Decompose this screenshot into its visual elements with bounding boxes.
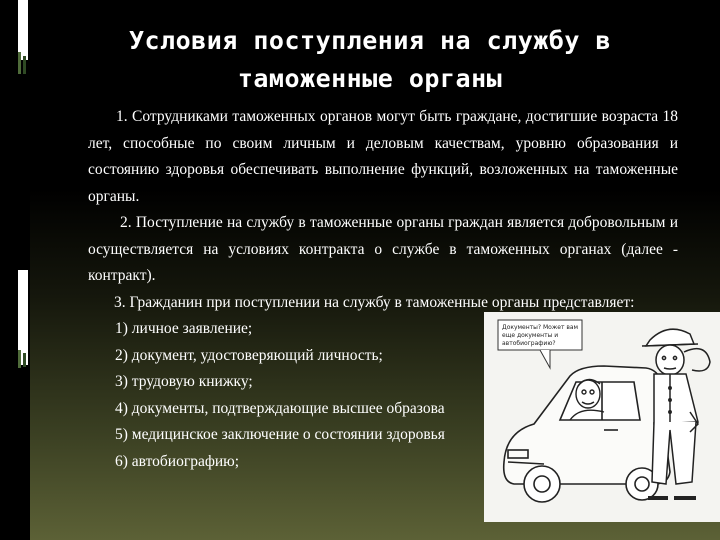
paragraph-3: 3. Гражданин при поступлении на службу в таможенные органы представляет: — [114, 293, 635, 311]
list-item-2: 2) документ, удостоверяющий личность; — [115, 346, 383, 364]
list-item-3: 3) трудовую книжку; — [115, 373, 253, 390]
list-item-4: 4) документы, подтверждающие высшее образова — [115, 399, 445, 417]
list-item-5: 5) медицинское заключение о состоянии здоровья — [115, 426, 445, 443]
cartoon-drawing — [484, 312, 720, 522]
accent-bar-small-3 — [18, 350, 21, 368]
accent-bar-top — [18, 0, 28, 60]
paragraph-1: 1. Сотрудниками таможенных органов могут быть граждане, достигшие возраста 18 лет, способные по своим личным и деловым качествам, уровню образования и состоянию здоровья обеспечивать выполнение функций, возложенных на таможенные органы. — [88, 108, 678, 205]
cartoon-illustration — [484, 312, 720, 522]
accent-bar-small-2 — [23, 56, 26, 74]
bubble-line-2: еще документы и — [502, 332, 559, 339]
list-item-6: 6) автобиографию; — [115, 452, 240, 470]
slide-title: Условия поступления на службу в таможенные органы — [128, 26, 612, 93]
bubble-line-3: автобиографию? — [502, 340, 556, 347]
list-item-1: 1) личное заявление; — [115, 320, 253, 337]
accent-bar-small-4 — [23, 353, 26, 367]
bubble-line-1: Документы? Может вам — [502, 324, 579, 331]
speech-bubble — [498, 320, 582, 368]
paragraph-2: 2. Поступление на службу в таможенные органы граждан является добровольным и осуществляется на условиях контракта о службе в таможенных органах (далее - контракт). — [88, 214, 678, 284]
accent-bar-small-1 — [18, 52, 21, 74]
